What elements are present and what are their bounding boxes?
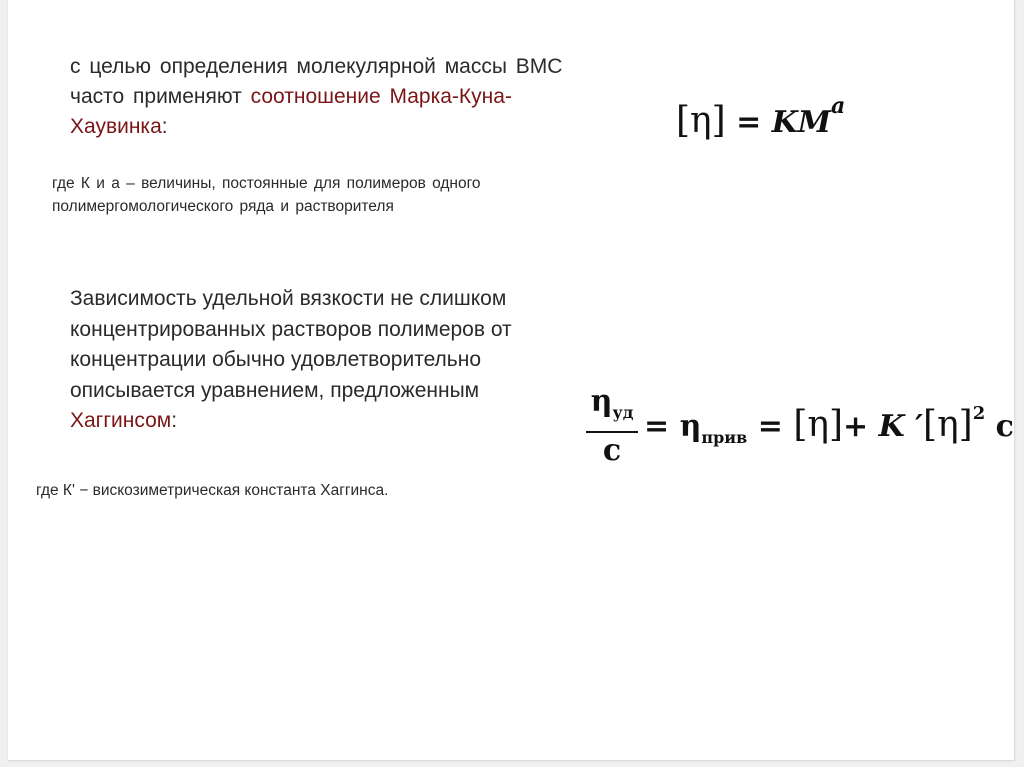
intrinsic-viscosity-symbol: [η] [676, 100, 726, 141]
intro-text: с целью определения молекулярной массы ВМС часто применяют [70, 55, 563, 108]
constants-note: где К и а – величины, постоянные для полимеров одного полимергомологического ряда и растворителя [52, 175, 481, 215]
intro-tail: : [161, 115, 168, 138]
km-term: KM [771, 105, 831, 140]
dependence-text: Зависимость удельной вязкости не слишком концентрированных растворов полимеров от концентрации обычно удовлетворительно описывается уравнением, предложенным [70, 287, 512, 402]
huggins-link: Хаггинсом [70, 409, 172, 432]
huggins-equation [586, 384, 1014, 468]
equation-right-side: = $\eta_{прив} = [\eta]+ K$ $'[\eta]^2$ c [644, 403, 1014, 447]
specific-viscosity-fraction [586, 386, 638, 467]
dependence-tail: : [171, 409, 178, 432]
mark-kuhn-houwink-link: соотношение Марка-Куна-Хаувинка [70, 85, 512, 138]
equals-sign: = [725, 105, 772, 140]
exponent-a: a [831, 93, 846, 119]
huggins-constant-note: где К' − вискозиметрическая константа Хаггинса. [36, 482, 389, 499]
fraction-denominator: c [602, 433, 622, 468]
mark-kuhn-houwink-formula [676, 93, 846, 141]
slide [8, 0, 1015, 761]
intro-paragraph [70, 52, 590, 142]
fraction-numerator: $\eta_{уд}$ [590, 384, 634, 422]
dependence-paragraph [70, 284, 590, 437]
